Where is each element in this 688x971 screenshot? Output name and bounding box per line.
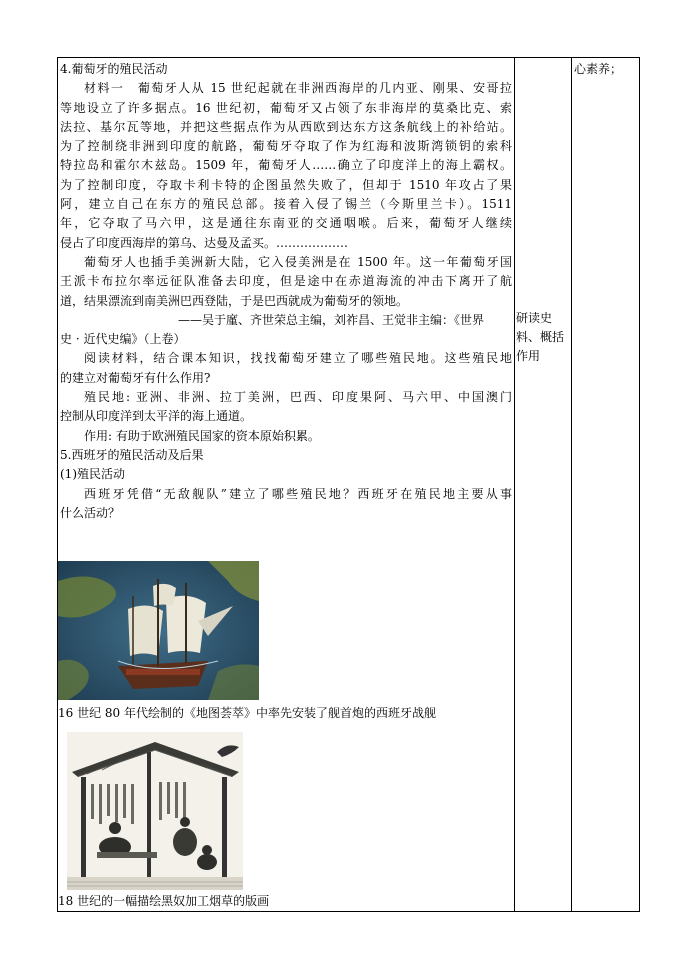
engraving-caption: 18 世纪的一幅描绘黑奴加工烟草的版画 — [58, 894, 270, 908]
text-line: 为了控制印度，夺取卡利卡特的企图虽然失败了，但却于 1510 年攻占了果 — [60, 177, 512, 192]
text-line: 法拉、基尔瓦等地，并把这些据点作为从西欧到达东方这条航线上的补给站。 — [60, 119, 512, 134]
text-line: 等地设立了许多据点。16 世纪初，葡萄牙又占领了东非海岸的莫桑比克、索 — [60, 100, 512, 115]
text-line: 材料一 葡萄牙人从 15 世纪起就在非洲西海岸的几内亚、刚果、安哥拉 — [84, 81, 512, 96]
text-line: 的建立对葡萄牙有什么作用? — [60, 370, 211, 385]
text-line: 侵占了印度西海岸的第乌、达曼及孟买。……………… — [60, 235, 349, 250]
text-line: 特拉岛和霍尔木兹岛。1509 年，葡萄牙人……确立了印度洋上的海上霸权。 — [60, 158, 512, 173]
goal-text: 心素养； — [574, 62, 623, 76]
text-line: 史 · 近代史编》（上卷） — [60, 332, 186, 347]
text-line: 5.西班牙的殖民活动及后果 — [60, 447, 204, 462]
text-line: 王派卡布拉尔率远征队准备去印度，但是途中在赤道海流的冲击下离开了航 — [60, 274, 512, 289]
goal-cell — [574, 60, 638, 78]
text-line: 为了控制绕非洲到印度的航路，葡萄牙夺取了作为红海和波斯湾锁钥的索科 — [60, 139, 512, 154]
text-line: 控制从印度洋到太平洋的海上通道。 — [60, 409, 253, 424]
text-line: 殖民地: 亚洲、非洲、拉丁美洲，巴西、印度果阿、马六甲、中国澳门 — [84, 390, 512, 405]
text-line: 阿，建立自己在东方的殖民总部。接着入侵了锡兰（今斯里兰卡）。1511 — [60, 197, 512, 212]
warship-caption: 16 世纪 80 年代绘制的《地图荟萃》中率先安装了舰首炮的西班牙战舰 — [58, 706, 436, 720]
text-line: 年，它夺取了马六甲，这是通往东南亚的交通咽喉。后来，葡萄牙人继续 — [60, 216, 512, 231]
spanish-warship-image — [58, 561, 259, 700]
main-content-column — [60, 60, 512, 523]
text-line: ——吴于廑、齐世荣总主编，刘祚昌、王觉非主编：《世界 — [178, 312, 485, 327]
text-line: 4.葡萄牙的殖民活动 — [60, 62, 168, 76]
text-line: (1)殖民活动 — [60, 467, 125, 482]
tobacco-engraving-image — [67, 732, 243, 890]
column-divider-1 — [514, 57, 515, 912]
text-line: 阅读材料，结合课本知识，找找葡萄牙建立了哪些殖民地。这些殖民地 — [84, 351, 512, 366]
activity-cell — [516, 309, 570, 366]
text-line: 什么活动？ — [60, 505, 121, 520]
text-line: 作用: 有助于欧洲殖民国家的资本原始积累。 — [84, 428, 320, 443]
text-line: 道，结果漂流到南美洲巴西登陆，于是巴西就成为葡萄牙的领地。 — [60, 293, 409, 308]
text-line: 葡萄牙人也插手美洲新大陆，它入侵美洲是在 1500 年。这一年葡萄牙国 — [84, 254, 512, 269]
column-divider-2 — [571, 57, 572, 912]
text-line: 西班牙凭借“无敌舰队”建立了哪些殖民地？西班牙在殖民地主要从事 — [84, 486, 512, 501]
activity-text: 研读史料、概括作用 — [516, 311, 565, 363]
